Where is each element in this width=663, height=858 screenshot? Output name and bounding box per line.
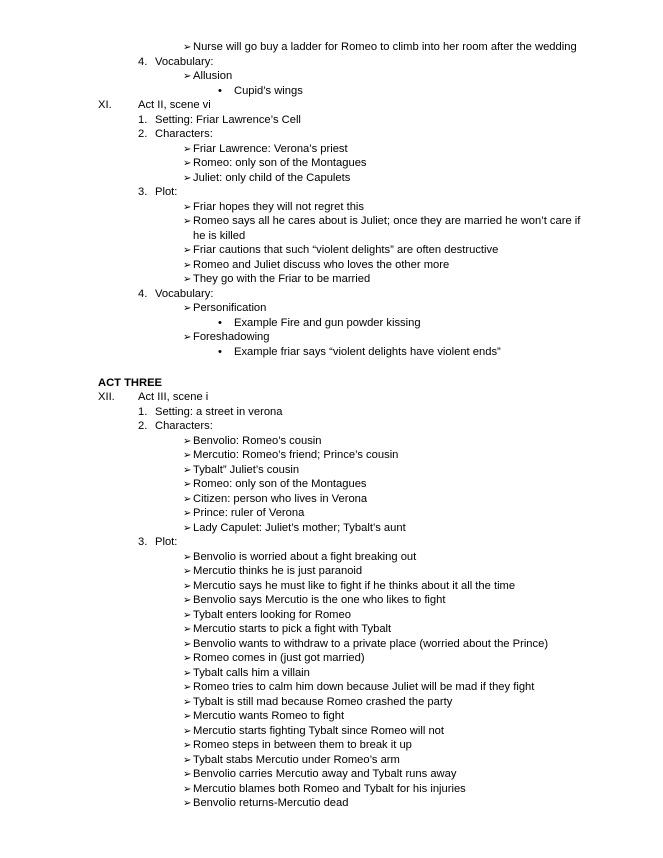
outline-item: ➢ Lady Capulet: Juliet’s mother; Tybalt’s aunt [183,522,406,534]
outline-item: ➢ Personification [183,302,267,314]
arrow-bullet-icon: ➢ [183,332,192,343]
arrow-bullet-icon: ➢ [183,173,192,184]
outline-item: ➢ Foreshadowing [183,331,270,343]
outline-item: Example friar says “violent delights have violent ends” [234,346,501,358]
arrow-bullet-icon: ➢ [183,581,192,592]
outline-item: ➢ Romeo comes in (just got married) [183,652,365,664]
outline-item: ➢ Juliet: only child of the Capulets [183,172,351,184]
list-number: 1. [138,406,148,418]
outline-item-continuation: he is killed [193,230,246,242]
list-number: 4. [138,288,148,300]
outline-label: Characters: [155,420,213,432]
act-heading: ACT THREE [98,377,163,389]
arrow-bullet-icon: ➢ [183,245,192,256]
outline-item: ➢ Benvolio returns-Mercutio dead [183,797,349,809]
arrow-bullet-icon: ➢ [183,479,192,490]
arrow-bullet-icon: ➢ [183,71,192,82]
outline-item: ➢ Friar cautions that such “violent delights” are often destructive [183,244,499,256]
list-number: 1. [138,114,148,126]
outline-item: ➢ Mercutio says he must like to fight if he thinks about it all the time [183,580,516,592]
outline-item: ➢ Citizen: person who lives in Verona [183,493,368,505]
outline-item: ➢ Romeo tries to calm him down because Juliet will be mad if they fight [183,681,535,693]
arrow-bullet-icon: ➢ [183,668,192,679]
outline-item: ➢ Romeo and Juliet discuss who loves the other more [183,259,450,271]
arrow-bullet-icon: ➢ [183,508,192,519]
section-numeral: XII. [98,391,115,403]
outline-item: ➢ Benvolio: Romeo’s cousin [183,435,322,447]
arrow-bullet-icon: ➢ [183,202,192,213]
arrow-bullet-icon: ➢ [183,769,192,780]
arrow-bullet-icon: ➢ [183,798,192,809]
bullet-icon: • [218,346,222,358]
list-number: 2. [138,128,148,140]
outline-item: ➢ Benvolio says Mercutio is the one who likes to fight [183,594,446,606]
outline-label: Plot: [155,536,178,548]
bullet-icon: • [218,85,222,97]
arrow-bullet-icon: ➢ [183,639,192,650]
list-number: 2. [138,420,148,432]
outline-label: Plot: [155,186,178,198]
arrow-bullet-icon: ➢ [183,274,192,285]
outline-item: ➢ Mercutio thinks he is just paranoid [183,565,363,577]
arrow-bullet-icon: ➢ [183,755,192,766]
list-number: 3. [138,536,148,548]
arrow-bullet-icon: ➢ [183,494,192,505]
arrow-bullet-icon: ➢ [183,697,192,708]
arrow-bullet-icon: ➢ [183,726,192,737]
outline-label: Setting: Friar Lawrence’s Cell [155,114,301,126]
outline-item: ➢ Romeo: only son of the Montagues [183,157,367,169]
outline-item: ➢ Nurse will go buy a ladder for Romeo to climb into her room after the wedding [183,41,577,53]
arrow-bullet-icon: ➢ [183,465,192,476]
section-numeral: XI. [98,99,112,111]
outline-item: ➢ Benvolio wants to withdraw to a private place (worried about the Prince) [183,638,549,650]
outline-item: ➢ They go with the Friar to be married [183,273,371,285]
outline-item: ➢ Tybalt is still mad because Romeo crashed the party [183,696,453,708]
outline-item: ➢ Mercutio blames both Romeo and Tybalt for his injuries [183,783,466,795]
outline-item: ➢ Tybalt” Juliet’s cousin [183,464,300,476]
arrow-bullet-icon: ➢ [183,450,192,461]
outline-item: ➢ Prince: ruler of Verona [183,507,305,519]
outline-item: ➢ Friar Lawrence: Verona’s priest [183,143,348,155]
outline-label: Setting: a street in verona [155,406,283,418]
arrow-bullet-icon: ➢ [183,610,192,621]
outline-item: ➢ Romeo: only son of the Montagues [183,478,367,490]
section-title: Act II, scene vi [138,99,211,111]
arrow-bullet-icon: ➢ [183,523,192,534]
outline-item: ➢ Mercutio wants Romeo to fight [183,710,345,722]
arrow-bullet-icon: ➢ [183,740,192,751]
outline-item: ➢ Tybalt enters looking for Romeo [183,609,351,621]
outline-item: ➢ Allusion [183,70,233,82]
arrow-bullet-icon: ➢ [183,711,192,722]
arrow-bullet-icon: ➢ [183,784,192,795]
outline-item: Cupid’s wings [234,85,303,97]
arrow-bullet-icon: ➢ [183,260,192,271]
arrow-bullet-icon: ➢ [183,653,192,664]
list-number: 4. [138,56,148,68]
outline-item: ➢ Friar hopes they will not regret this [183,201,364,213]
arrow-bullet-icon: ➢ [183,566,192,577]
outline-label: Vocabulary: [155,288,214,300]
outline-item: ➢ Benvolio carries Mercutio away and Tybalt runs away [183,768,457,780]
section-title: Act III, scene i [138,391,209,403]
arrow-bullet-icon: ➢ [183,144,192,155]
outline-item: ➢ Romeo steps in between them to break it up [183,739,412,751]
bullet-icon: • [218,317,222,329]
arrow-bullet-icon: ➢ [183,436,192,447]
outline-label: Vocabulary: [155,56,214,68]
arrow-bullet-icon: ➢ [183,158,192,169]
outline-item: ➢ Mercutio starts to pick a fight with Tybalt [183,623,392,635]
arrow-bullet-icon: ➢ [183,552,192,563]
outline-item: ➢ Mercutio: Romeo’s friend; Prince’s cousin [183,449,399,461]
arrow-bullet-icon: ➢ [183,682,192,693]
list-number: 3. [138,186,148,198]
outline-item: ➢ Romeo says all he cares about is Juliet; once they are married he won’t care if [183,215,581,227]
arrow-bullet-icon: ➢ [183,42,192,53]
arrow-bullet-icon: ➢ [183,624,192,635]
outline-label: Characters: [155,128,213,140]
outline-item: ➢ Mercutio starts fighting Tybalt since Romeo will not [183,725,444,737]
outline-item: ➢ Tybalt calls him a villain [183,667,310,679]
arrow-bullet-icon: ➢ [183,595,192,606]
outline-item: ➢ Benvolio is worried about a fight breaking out [183,551,417,563]
outline-item: Example Fire and gun powder kissing [234,317,421,329]
arrow-bullet-icon: ➢ [183,216,192,227]
outline-item: ➢ Tybalt stabs Mercutio under Romeo’s arm [183,754,400,766]
arrow-bullet-icon: ➢ [183,303,192,314]
